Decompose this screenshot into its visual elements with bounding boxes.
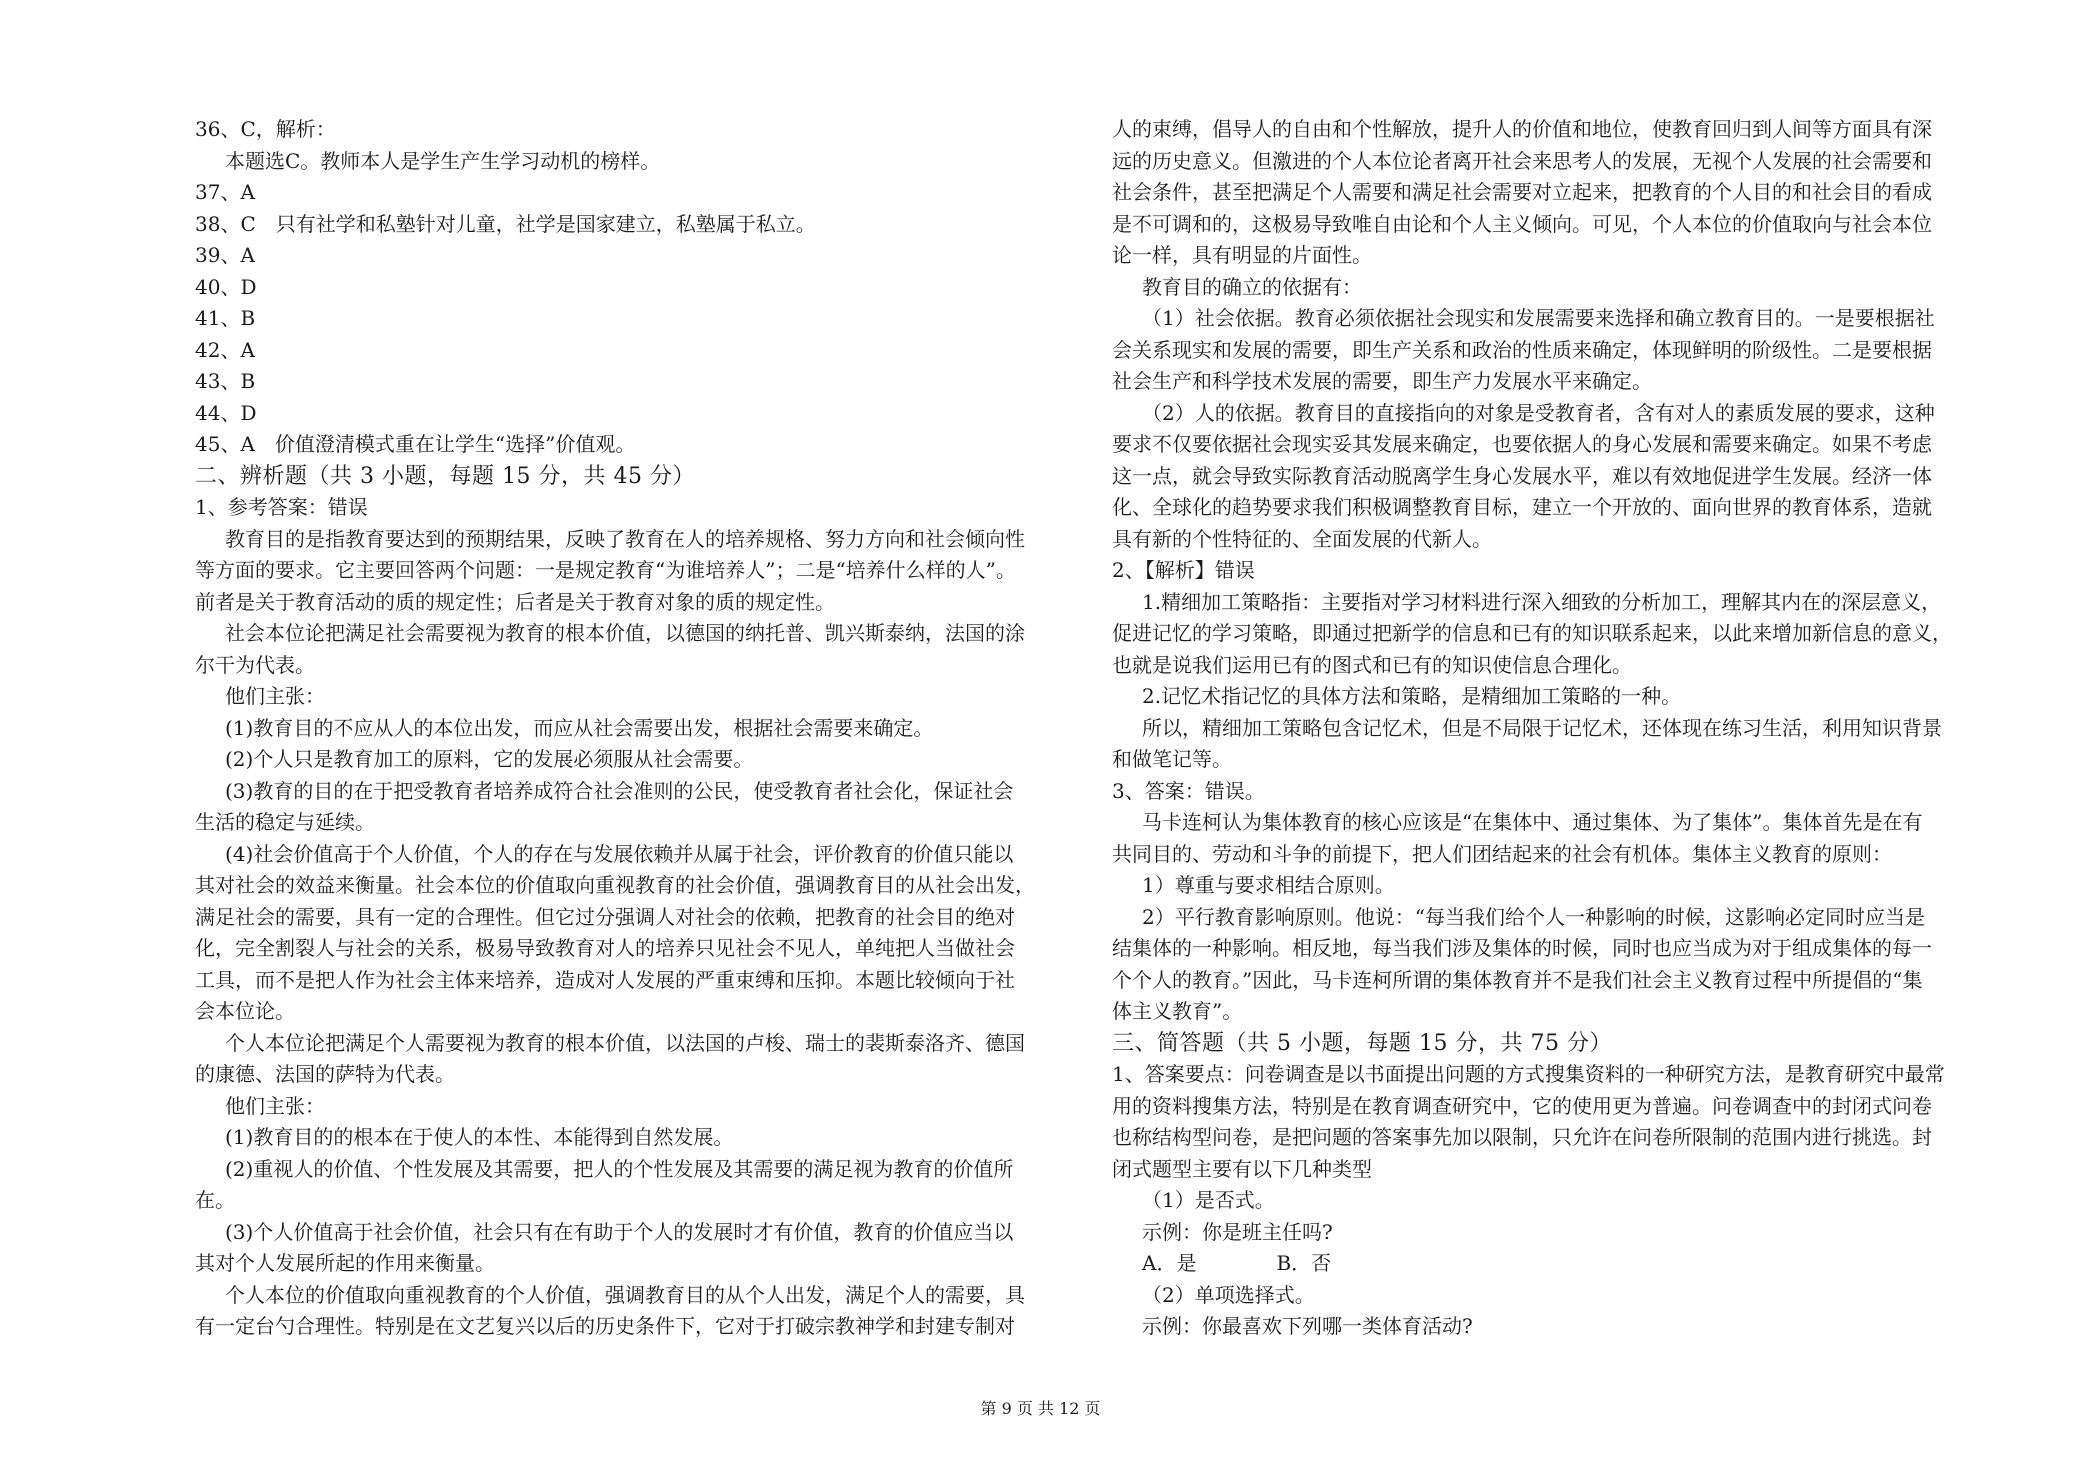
text-line: 教育目的是指教育要达到的预期结果，反映了教育在人的培养规格、努力方向和社会倾向性 bbox=[225, 526, 1025, 551]
text-line: 工具，而不是把人作为社会主体来培养，造成对人发展的严重束缚和压抑。本题比较倾向于社 bbox=[195, 967, 1015, 992]
text-line: 本题选C。教师本人是学生产生学习动机的榜样。 bbox=[225, 148, 661, 173]
text-line: A．是 B．否 bbox=[1142, 1251, 1332, 1275]
text-line: 论一样，具有明显的片面性。 bbox=[1112, 243, 1372, 267]
text-line: 42、A bbox=[195, 337, 255, 362]
text-line: 社会生产和科学技术发展的需要，即生产力发展水平来确定。 bbox=[1112, 369, 1652, 393]
text-line: 要求不仅要依据社会现实妥其发展来确定，也要依据人的身心发展和需要来确定。如果不考虑 bbox=[1112, 432, 1932, 456]
text-line: 闭式题型主要有以下几种类型 bbox=[1112, 1156, 1372, 1181]
text-line: 生活的稳定与延续。 bbox=[195, 810, 375, 834]
text-line: (1)教育目的的根本在于使人的本性、本能得到自然发展。 bbox=[225, 1125, 734, 1149]
text-line: 在。 bbox=[195, 1188, 235, 1212]
text-line: 和做笔记等。 bbox=[1112, 747, 1232, 771]
text-line: 前者是关于教育活动的质的规定性；后者是关于教育对象的质的规定性。 bbox=[195, 589, 835, 614]
text-line: 个人本位的价值取向重视教育的个人价值，强调教育目的从个人出发，满足个人的需要，具 bbox=[225, 1282, 1025, 1307]
text-line: 2、【解析】错误 bbox=[1112, 558, 1255, 582]
text-line: 具有新的个性特征的、全面发展的代新人。 bbox=[1112, 526, 1492, 551]
text-line: 这一点，就会导致实际教育活动脱离学生身心发展水平，难以有效地促进学生发展。经济一体 bbox=[1112, 463, 1932, 488]
text-line: 教育目的确立的依据有： bbox=[1142, 274, 1362, 299]
text-line: 会关系现实和发展的需要，即生产关系和政治的性质来确定，体现鲜明的阶级性。二是要根据 bbox=[1112, 337, 1932, 362]
text-line: 人的束缚，倡导人的自由和个性解放，提升人的价值和地位，使教育回归到人间等方面具有深 bbox=[1112, 117, 1932, 141]
page-footer bbox=[0, 1399, 2081, 1419]
text-line: 41、B bbox=[195, 306, 256, 330]
text-line: (3)个人价值高于社会价值，社会只有在有助于个人的发展时才有价值，教育的价值应当以 bbox=[225, 1219, 1014, 1244]
text-line: 40、D bbox=[195, 274, 257, 299]
right-column bbox=[1112, 114, 1990, 1343]
text-line: 也称结构型问卷，是把问题的答案事先加以限制，只允许在问卷所限制的范围内进行挑选。封 bbox=[1112, 1125, 1932, 1149]
text-line: 示例：你是班主任吗? bbox=[1142, 1219, 1333, 1244]
text-line: 个个人的教育。”因此，马卡连柯所谓的集体教育并不是我们社会主义教育过程中所提倡的“集 bbox=[1112, 967, 1923, 992]
text-line: 结集体的一种影响。相反地，每当我们涉及集体的时候，同时也应当成为对于组成集体的每一 bbox=[1112, 936, 1932, 960]
left-column bbox=[195, 114, 1065, 1343]
text-line: (1)教育目的不应从人的本位出发，而应从社会需要出发，根据社会需要来确定。 bbox=[225, 715, 934, 740]
text-line: 社会本位论把满足社会需要视为教育的根本价值，以德国的纳托普、凯兴斯泰纳，法国的涂 bbox=[225, 621, 1025, 645]
text-line: 其对社会的效益来衡量。社会本位的价值取向重视教育的社会价值，强调教育目的从社会出发， bbox=[195, 873, 1035, 897]
text-line: 3、答案：错误。 bbox=[1112, 778, 1265, 803]
text-line: (2)个人只是教育加工的原料，它的发展必须服从社会需要。 bbox=[225, 747, 754, 771]
text-line: 1.精细加工策略指：主要指对学习材料进行深入细致的分析加工，理解其内在的深层意义， bbox=[1142, 589, 1942, 614]
text-line: （2）人的依据。教育目的直接指向的对象是受教育者，含有对人的素质发展的要求，这种 bbox=[1142, 400, 1935, 425]
text-line: 2）平行教育影响原则。他说：“每当我们给个人一种影响的时候，这影响必定同时应当是 bbox=[1142, 904, 1925, 929]
text-line: 是不可调和的，这极易导致唯自由论和个人主义倾向。可见，个人本位的价值取向与社会本位 bbox=[1112, 211, 1932, 236]
text-line: 44、D bbox=[195, 400, 257, 425]
page-number: 第 9 页 共 12 页 bbox=[980, 1399, 1101, 1418]
text-line: 个人本位论把满足个人需要视为教育的根本价值，以法国的卢梭、瑞士的裴斯泰洛齐、德国 bbox=[225, 1030, 1025, 1055]
section-heading: 三、简答题（共 5 小题，每题 15 分，共 75 分） bbox=[1112, 1030, 1612, 1056]
text-line: (2)重视人的价值、个性发展及其需要，把人的个性发展及其需要的满足视为教育的价值所 bbox=[225, 1156, 1014, 1181]
text-line: 其对个人发展所起的作用来衡量。 bbox=[195, 1251, 495, 1275]
text-line: 2.记忆术指记忆的具体方法和策略，是精细加工策略的一种。 bbox=[1142, 684, 1682, 708]
text-line: 他们主张： bbox=[225, 1093, 325, 1118]
text-line: （2）单项选择式。 bbox=[1142, 1282, 1315, 1307]
text-line: 用的资料搜集方法，特别是在教育调查研究中，它的使用更为普遍。问卷调查中的封闭式问卷 bbox=[1112, 1093, 1932, 1118]
text-line: 36、C，解析： bbox=[195, 117, 336, 141]
text-line: (3)教育的目的在于把受教育者培养成符合社会准则的公民，使受教育者社会化，保证社会 bbox=[225, 778, 1014, 803]
text-line: 满足社会的需要，具有一定的合理性。但它过分强调人对社会的依赖，把教育的社会目的绝对 bbox=[195, 904, 1015, 929]
text-line: 马卡连柯认为集体教育的核心应该是“在集体中、通过集体、为了集体”。集体首先是在有 bbox=[1142, 810, 1923, 834]
text-line: 45、A 价值澄清模式重在让学生“选择”价值观。 bbox=[195, 432, 636, 456]
text-line: 等方面的要求。它主要回答两个问题：一是规定教育“为谁培养人”；二是“培养什么样的人”。 bbox=[195, 558, 1016, 582]
text-line: 体主义教育”。 bbox=[1112, 999, 1243, 1023]
text-line: （1）社会依据。教育必须依据社会现实和发展需要来选择和确立教育目的。一是要根据社 bbox=[1142, 306, 1935, 330]
text-line: 的康德、法国的萨特为代表。 bbox=[195, 1062, 455, 1086]
text-line: 会本位论。 bbox=[195, 999, 295, 1023]
text-line: 43、B bbox=[195, 369, 256, 393]
text-line: 1）尊重与要求相结合原则。 bbox=[1142, 873, 1395, 897]
text-line: 也就是说我们运用已有的图式和已有的知识使信息合理化。 bbox=[1112, 652, 1632, 677]
text-line: 37、A bbox=[195, 180, 255, 204]
text-line: 示例：你最喜欢下列哪一类体育活动? bbox=[1142, 1314, 1473, 1338]
text-line: 化、全球化的趋势要求我们积极调整教育目标，建立一个开放的、面向世界的教育体系，造就 bbox=[1112, 495, 1932, 519]
text-line: 39、A bbox=[195, 243, 255, 267]
text-line: 他们主张： bbox=[225, 684, 325, 708]
text-line: 化，完全割裂人与社会的关系，极易导致教育对人的培养只见社会不见人，单纯把人当做社会 bbox=[195, 936, 1015, 960]
text-line: 社会条件，甚至把满足个人需要和满足社会需要对立起来，把教育的个人目的和社会目的看成 bbox=[1112, 180, 1932, 204]
text-line: 所以，精细加工策略包含记忆术，但是不局限于记忆术，还体现在练习生活，利用知识背景 bbox=[1142, 715, 1942, 740]
text-line: (4)社会价值高于个人价值，个人的存在与发展依赖并从属于社会，评价教育的价值只能以 bbox=[225, 841, 1014, 866]
text-line: 1、参考答案：错误 bbox=[195, 495, 368, 519]
text-line: 有一定台勺合理性。特别是在文艺复兴以后的历史条件下，它对于打破宗教神学和封建专制对 bbox=[195, 1314, 1015, 1338]
text-line: 1、答案要点：问卷调查是以书面提出问题的方式搜集资料的一种研究方法，是教育研究中最常 bbox=[1112, 1062, 1945, 1086]
text-line: 促进记忆的学习策略，即通过把新学的信息和已有的知识联系起来，以此来增加新信息的意义， bbox=[1112, 621, 1952, 645]
text-line: 尔干为代表。 bbox=[195, 652, 315, 677]
text-line: 共同目的、劳动和斗争的前提下，把人们团结起来的社会有机体。集体主义教育的原则： bbox=[1112, 841, 1892, 866]
text-line: 38、C 只有社学和私塾针对儿童，社学是国家建立，私塾属于私立。 bbox=[195, 211, 816, 236]
text-line: （1）是否式。 bbox=[1142, 1188, 1275, 1212]
text-line: 远的历史意义。但激进的个人本位论者离开社会来思考人的发展，无视个人发展的社会需要和 bbox=[1112, 148, 1932, 173]
section-heading: 二、辨析题（共 3 小题，每题 15 分，共 45 分） bbox=[195, 463, 695, 489]
